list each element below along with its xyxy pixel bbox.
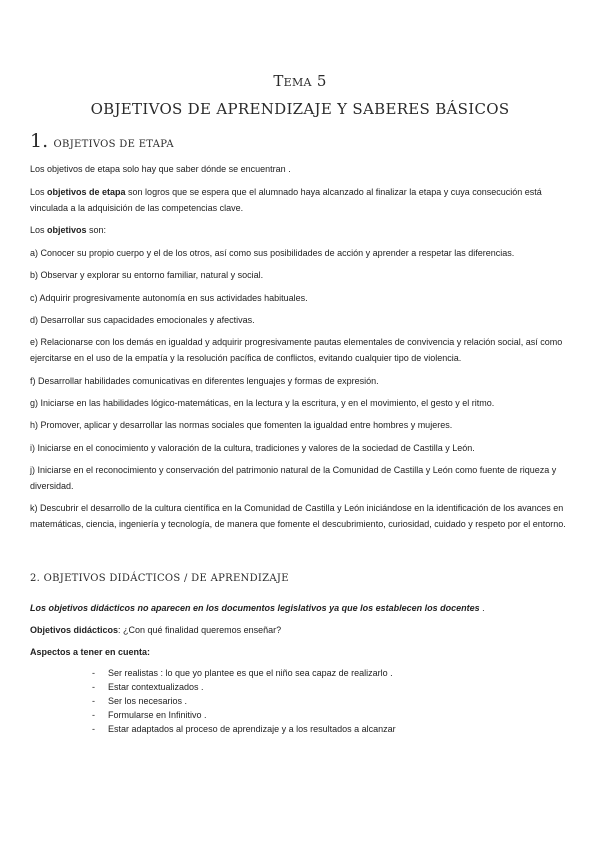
- objective-item: i) Iniciarse en el conocimiento y valoración de la cultura, tradiciones y valores de la sociedad de Castilla y León.: [30, 443, 475, 453]
- objective-item: e) Relacionarse con los demás en igualdad y adquirir progresivamente pautas elementales de convivencia y relación social, así como ejercitarse en el uso de la empatía y la resolución pacífica de conflictos, evitando cualquier tipo de violencia.: [30, 337, 563, 363]
- objective-item: f) Desarrollar habilidades comunicativas en diferentes lenguajes y formas de expresión.: [30, 376, 379, 386]
- objective-item: g) Iniciarse en las habilidades lógico-matemáticas, en la lectura y la escritura, y en el movimiento, el gesto y el ritmo.: [30, 398, 495, 408]
- aspects-list: [92, 666, 572, 736]
- bullet-dash: -: [92, 696, 95, 706]
- objective-item: b) Observar y explorar su entorno familiar, natural y social.: [30, 270, 264, 280]
- list-item: - Ser realistas : lo que yo plantee es que el niño sea capaz de realizarlo .: [92, 668, 393, 678]
- objective-item: j) Iniciarse en el reconocimiento y conservación del patrimonio natural de la Comunidad de Castilla y León como fuente de riqueza y diversidad.: [30, 465, 557, 491]
- objective-item: d) Desarrollar sus capacidades emocionales y afectivas.: [30, 315, 255, 325]
- section-2-question: Objetivos didácticos: ¿Con qué finalidad queremos enseñar?: [30, 625, 282, 635]
- list-item: - Estar adaptados al proceso de aprendizaje y a los resultados a alcanzar: [92, 724, 396, 734]
- objective-item: c) Adquirir progresivamente autonomía en sus actividades habituales.: [30, 293, 308, 303]
- section-1-intro: Los objetivos de etapa solo hay que saber dónde se encuentran .: [30, 164, 291, 174]
- list-item: - Estar contextualizados .: [92, 682, 204, 692]
- section-2-heading: 2. OBJETIVOS DIDÁCTICOS / DE APRENDIZAJE: [30, 573, 289, 584]
- bullet-dash: -: [92, 668, 95, 678]
- bullet-dash: -: [92, 682, 95, 692]
- objective-item: k) Descubrir el desarrollo de la cultura científica en la Comunidad de Castilla y León iniciándose en la identificación de los avances en matemáticas, ciencia, ingeniería y tecnología, de manera que fomente el descubrimiento, curiosidad, cuidado y respeto por el entorno.: [30, 503, 566, 529]
- bullet-dash: -: [92, 724, 95, 734]
- section-1-definition: Los objetivos de etapa son logros que se espera que el alumnado haya alcanzado al finalizar la etapa y cuya consecución está vinculada a la adquisición de las competencias clave.: [30, 187, 542, 213]
- list-item: - Formularse en Infinitivo .: [92, 710, 207, 720]
- objective-item: h) Promover, aplicar y desarrollar las normas sociales que fomenten la igualdad entre hombres y mujeres.: [30, 420, 453, 430]
- bullet-dash: -: [92, 710, 95, 720]
- section-1-number: 1.: [30, 130, 49, 152]
- topic-subtitle: OBJETIVOS DE APRENDIZAJE Y SABERES BÁSICOS: [90, 100, 510, 118]
- list-item: - Ser los necesarios .: [92, 696, 188, 706]
- aspects-title: Aspectos a tener en cuenta:: [30, 647, 151, 657]
- section-1-heading: [30, 130, 174, 152]
- objectives-lead: Los objetivos son:: [30, 225, 107, 235]
- objective-item: a) Conocer su propio cuerpo y el de los otros, así como sus posibilidades de acción y aprender a respetar las diferencias.: [30, 248, 515, 258]
- section-2-note: Los objetivos didácticos no aparecen en los documentos legislativos ya que los establecen los docentes .: [30, 603, 485, 613]
- definition-term: objetivos de etapa: [47, 187, 126, 197]
- topic-title: Tema 5: [273, 72, 327, 90]
- section-1-title: OBJETIVOS DE ETAPA: [53, 139, 174, 150]
